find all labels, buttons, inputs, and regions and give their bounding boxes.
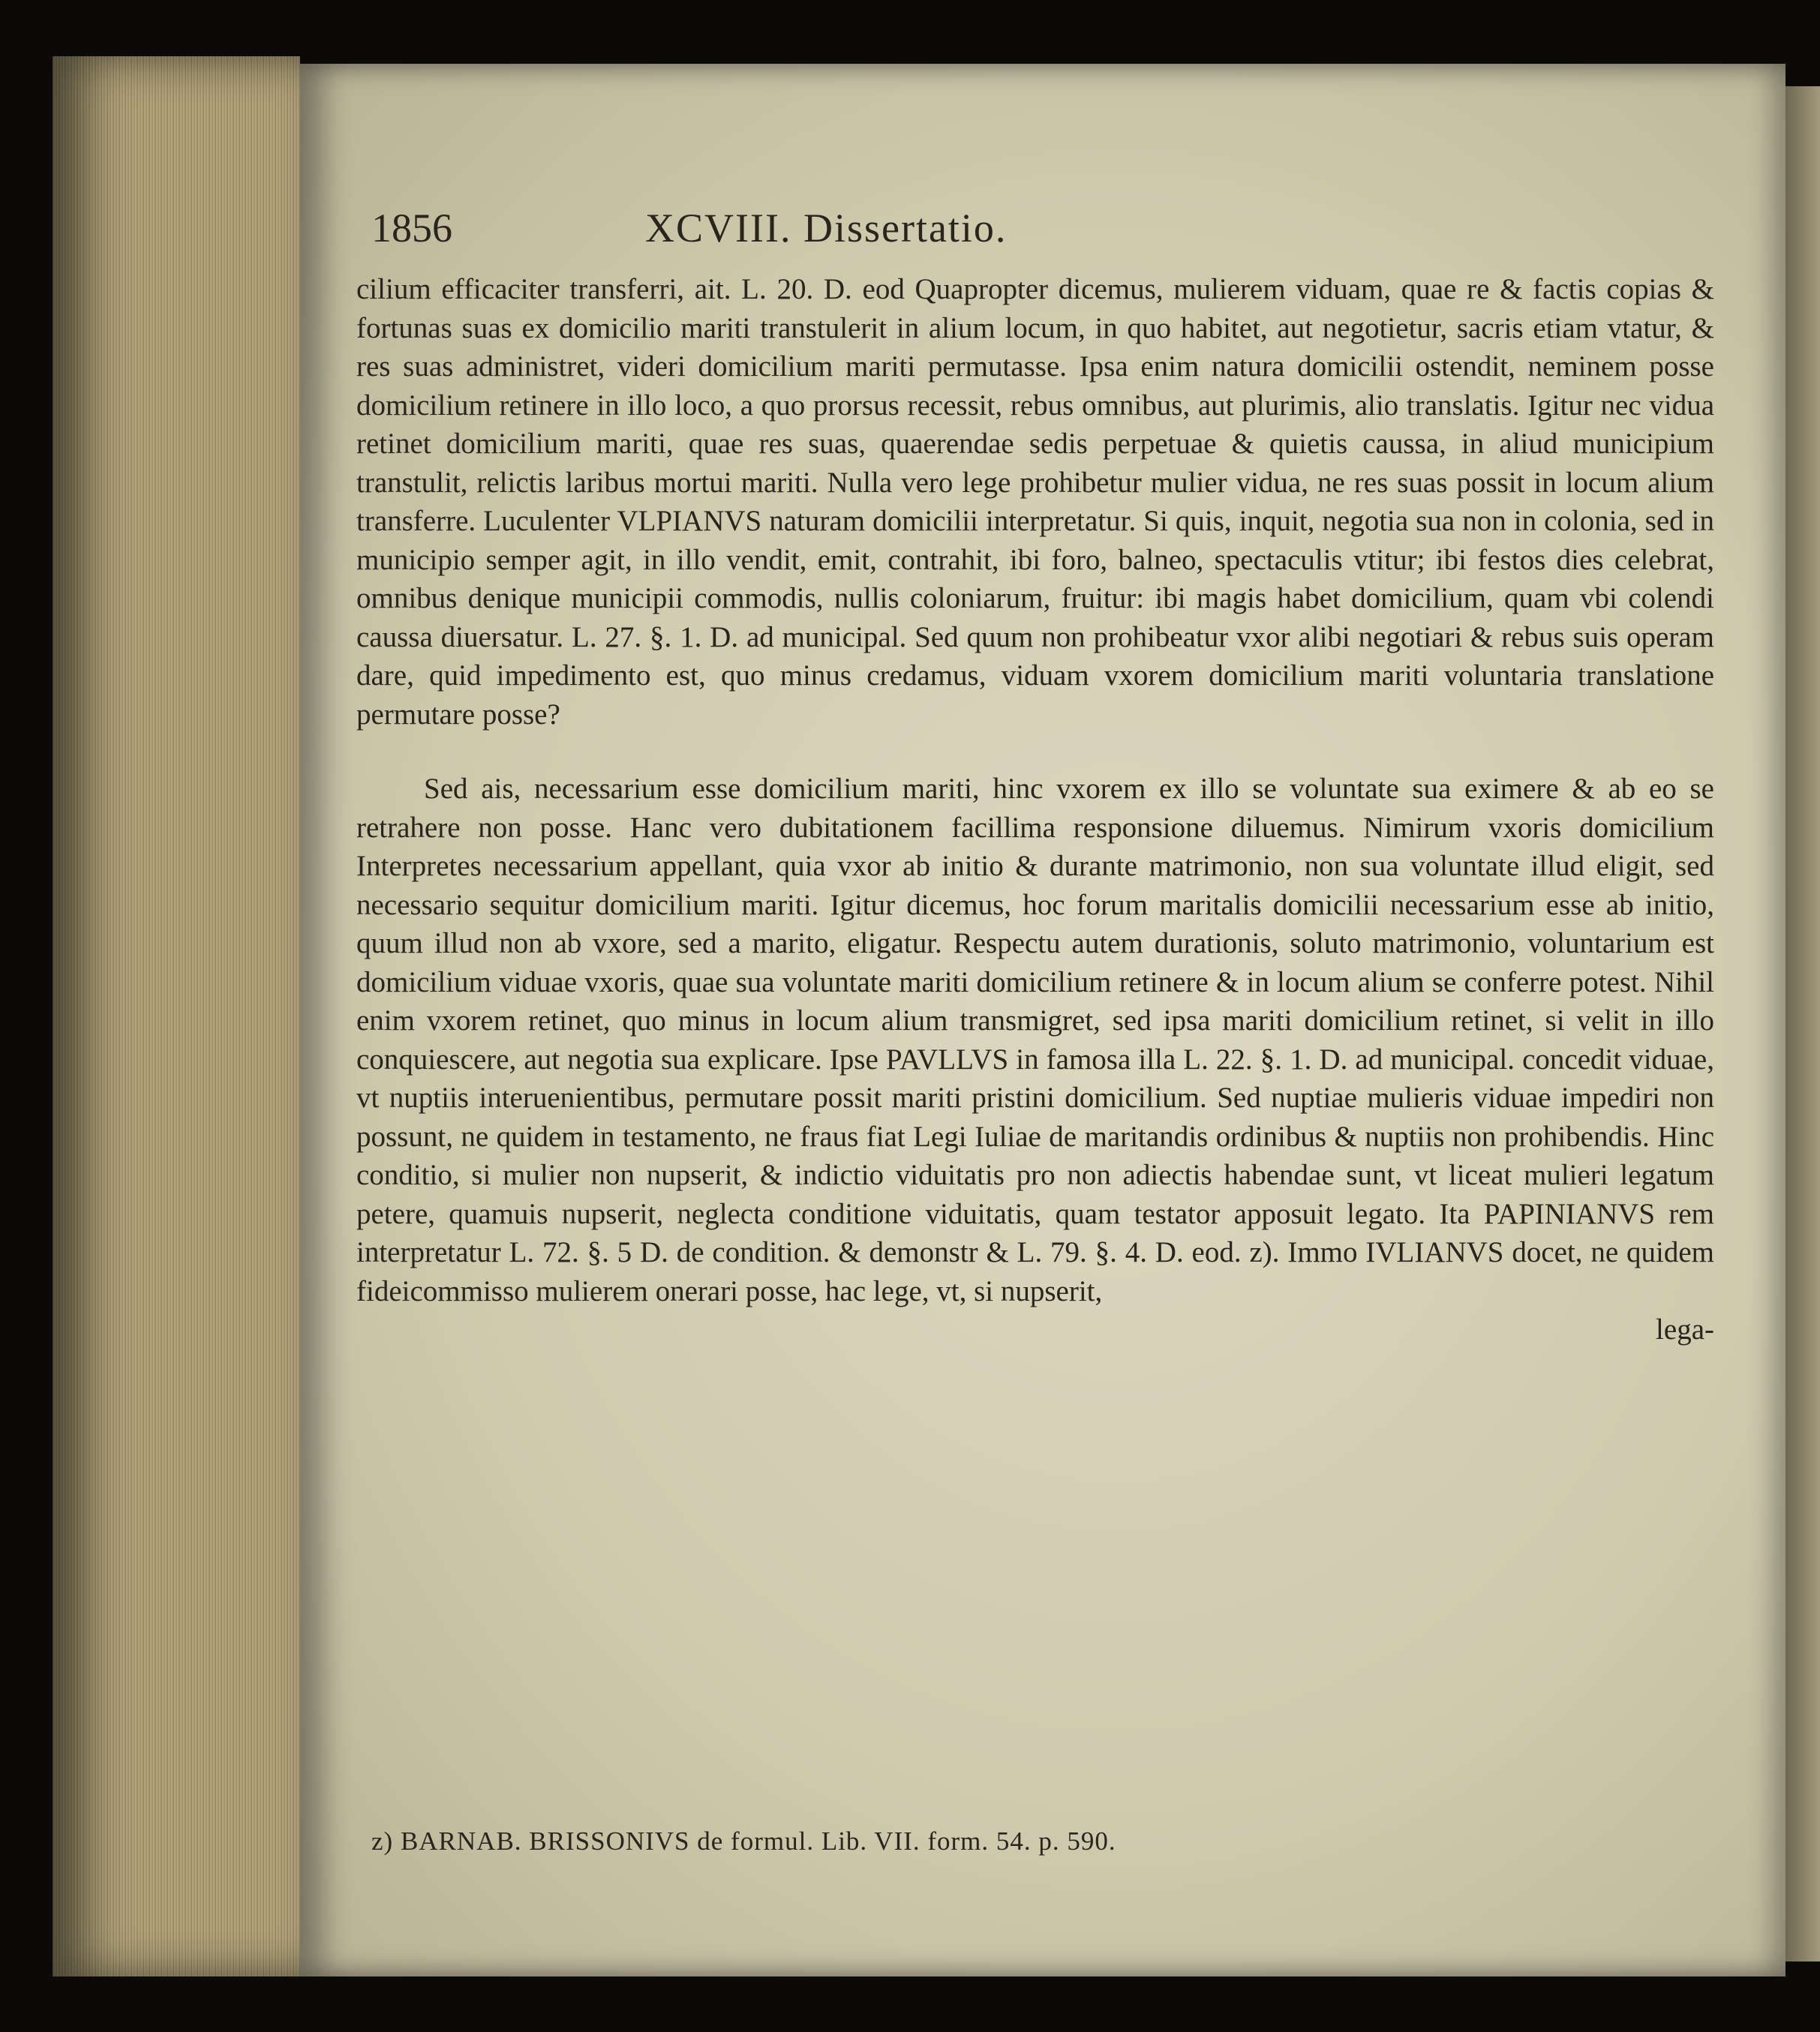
- facing-page-edge: [1785, 86, 1820, 1961]
- footnote: z) BARNAB. BRISSONIVS de formul. Lib. VII. form. 54. p. 590.: [371, 1826, 1116, 1856]
- running-header: [356, 199, 1714, 259]
- page-edges: [53, 56, 300, 1976]
- body-text: [356, 270, 1714, 1349]
- paragraph: cilium efficaciter transferri, ait. L. 20. D. eod Quapropter dicemus, mulierem viduam, quae re & factis copias & fortunas suas ex domicilio mariti transtulerit in alium locum, in quo habitet, aut negotietur, sacris etiam vtatur, & res suas administret, videri domicilium mariti permutasse. Ipsa enim natura domicilii ostendit, neminem posse domicilium retinere in illo loco, a quo prorsus recessit, rebus omnibus, aut plurimis, alio translatis. Igitur nec vidua retinet domicilium mariti, quae res suas, quaerendae sedis perpetuae & quietis caussa, in aliud municipium transtulit, relictis laribus mortui mariti. Nulla vero lege prohibetur mulier vidua, ne res suas possit in locum alium transferre. Luculenter VLPIANVS naturam domicilii interpretatur. Si quis, inquit, negotia sua non in colonia, sed in municipio semper agit, in illo vendit, emit, contrahit, ibi foro, balneo, spectaculis vtitur; ibi festos dies celebrat, omnibus denique municipii commodis, nullis coloniarum, fruitur: ibi magis habet domicilium, quam vbi colendi caussa diuersatur. L. 27. §. 1. D. ad municipal. Sed quum non prohibeatur vxor alibi negotiari & rebus suis operam dare, quid impedimento est, quo minus credamus, viduam vxorem domicilium mariti voluntaria translatione permutare posse?: [356, 273, 1714, 731]
- paragraph: Sed ais, necessarium esse domicilium mariti, hinc vxorem ex illo se voluntate sua eximere & ab eo se retrahere non posse. Hanc vero dubitationem facillima responsione diluemus. Nimirum vxoris domicilium Interpretes necessarium appellant, quia vxor ab initio & durante matrimonio, non sua voluntate illud eligit, sed necessario sequitur domicilium mariti. Igitur dicemus, hoc forum maritalis domicilii necessarium esse ab initio, quum illud non ab vxore, sed a marito, eligatur. Respectu autem durationis, soluto matrimonio, voluntarium est domicilium viduae vxoris, quae sua voluntate mariti domicilium retinere & in locum alium se conferre potest. Nihil enim vxorem retinet, quo minus in locum alium transmigret, sed ipsa mariti domicilium retinet, si velit in illo conquiescere, aut negotia sua explicare. Ipse PAVLLVS in famosa illa L. 22. §. 1. D. ad municipal. concedit viduae, vt nuptiis interuenientibus, permutare possit mariti pristini domicilium. Sed nuptiae mulieris viduae impediri non possunt, ne quidem in testamento, ne fraus fiat Legi Iuliae de maritandis ordinibus & nuptiis non prohibendis. Hinc conditio, si mulier non nupserit, & indictio viduitatis pro non adiectis habendae sunt, vt liceat mulieri legatum petere, quamuis nupserit, neglecta conditione viduitatis, quam testator apposuit legato. Ita PAPINIANVS rem interpretatur L. 72. §. 5 D. de condition. & demonstr & L. 79. §. 4. D. eod. z). Immo IVLIANVS docet, ne quidem fideicommisso mulierem onerari posse, hac lege, vt, si nupserit,: [356, 773, 1714, 1307]
- running-title: XCVIII. Dissertatio.: [645, 206, 1008, 251]
- page-number: 1856: [371, 206, 452, 251]
- catchword: lega-: [1656, 1313, 1714, 1346]
